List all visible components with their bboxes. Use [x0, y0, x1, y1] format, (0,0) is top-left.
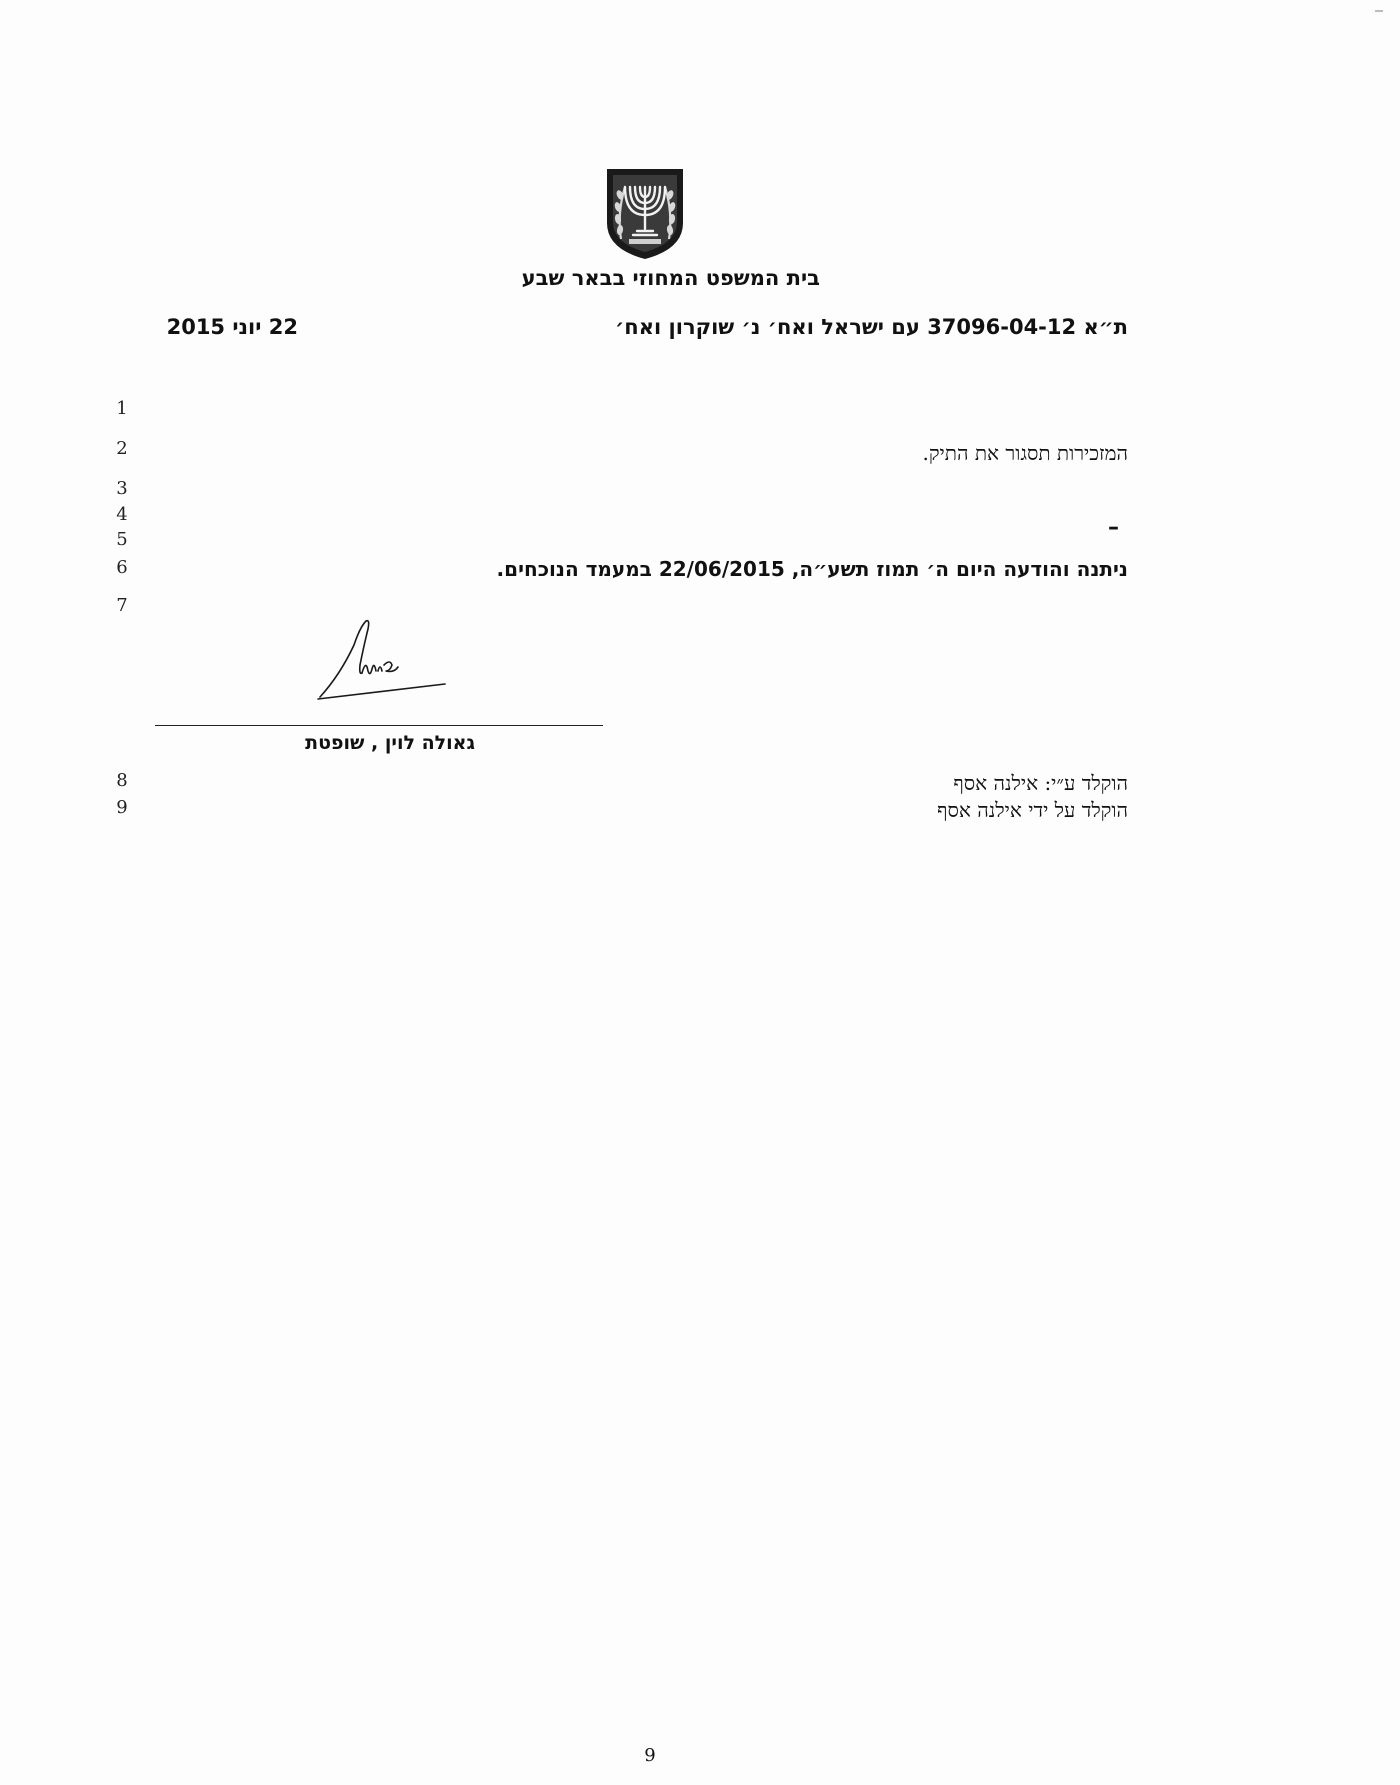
line-number: 4 — [116, 504, 128, 525]
typed-by-line: הוקלד ע״י: אילנה אסף — [953, 771, 1128, 795]
judge-signature — [310, 615, 460, 705]
judge-name: גאולה לוין , שופטת — [305, 732, 475, 754]
line-number: 6 — [116, 557, 128, 578]
typed-by-line: הוקלד על ידי אילנה אסף — [937, 798, 1128, 822]
case-number-line: ת״א 37096-04-12 עם ישראל ואח׳ נ׳ שוקרון ואח׳ — [614, 315, 1128, 339]
line-number: 8 — [116, 770, 128, 791]
line-number: 2 — [116, 438, 128, 459]
line-number: 9 — [116, 797, 128, 818]
dash-mark: – — [1108, 515, 1119, 540]
line-number: 7 — [116, 595, 128, 616]
state-emblem-icon — [603, 165, 687, 261]
case-date: 22 יוני 2015 — [166, 315, 298, 339]
ruling-statement: ניתנה והודעה היום ה׳ תמוז תשע״ה, 22/06/2015 במעמד הנוכחים. — [496, 557, 1128, 581]
scan-artifact — [1375, 10, 1383, 12]
line-number: 5 — [116, 529, 128, 550]
court-name: בית המשפט המחוזי בבאר שבע — [521, 266, 820, 290]
signature-line — [155, 725, 603, 726]
closing-instruction: המזכירות תסגור את התיק. — [922, 441, 1128, 465]
line-number: 3 — [116, 478, 128, 499]
page-number: 9 — [644, 1745, 656, 1766]
line-number: 1 — [116, 398, 128, 419]
